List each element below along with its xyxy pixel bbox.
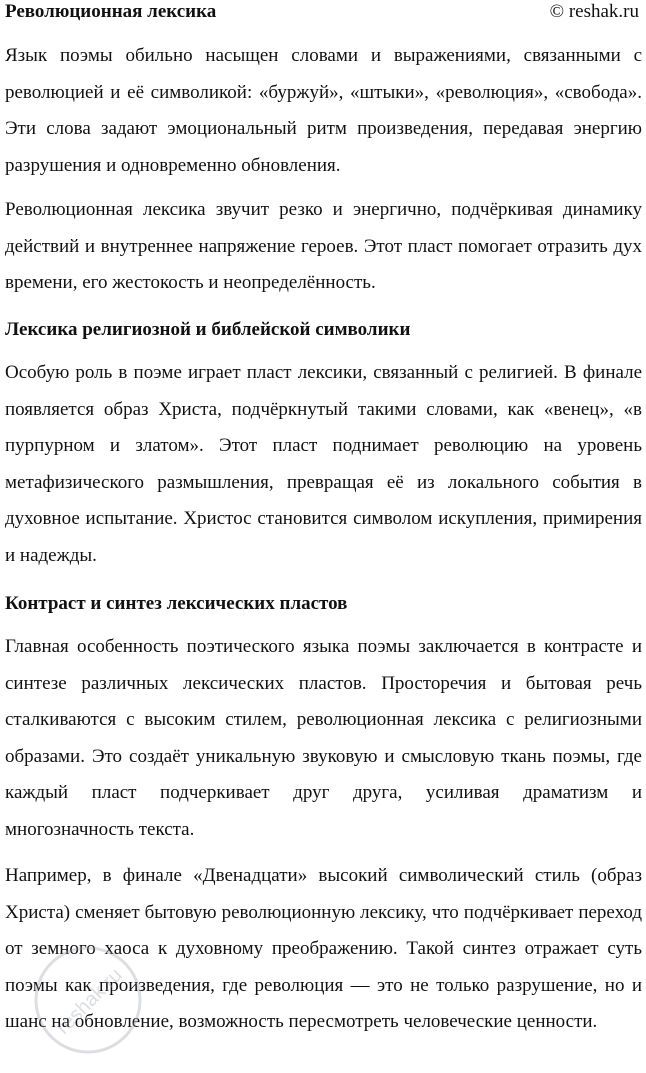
section-heading-contrast: Контраст и синтез лексических пластов <box>5 593 348 614</box>
svg-text:reshak.ru: reshak.ru <box>52 964 127 1039</box>
paragraph-2: Революционная лексика звучит резко и энергично, подчёркивая динамику действий и внутреннее напряжение героев. Этот пласт помогает отразить дух времени, его жестокость и неопределённость. <box>5 199 642 293</box>
page-header <box>5 0 641 26</box>
section-heading-religious: Лексика религиозной и библейской символики <box>5 319 411 340</box>
paragraph-3: Особую роль в поэме играет пласт лексики, связанный с религией. В финале появляется образ Христа, подчёркнутый такими словами, как «венец», «в пурпурном и златом». Этот пласт поднимает революцию на уровень метафизического размышления, превращая её из локального события в духовное испытание. Христос становится символом искупления, примирения и надежды. <box>5 362 642 566</box>
site-credit: © reshak.ru <box>549 1 639 22</box>
paragraph-4: Главная особенность поэтического языка поэмы заключается в контрасте и синтезе различных лексических пластов. Просторечия и бытовая речь сталкиваются с высоким стилем, революционная лексика с религиозными образами. Это создаёт уникальную звуковую и смысловую ткань поэмы, где каждый пласт подчеркивает друг друга, усиливая драматизм и многозначность текста. <box>5 636 642 840</box>
paragraph-1: Язык поэмы обильно насыщен словами и выражениями, связанными с революцией и её символикой: «буржуй», «штыки», «революция», «свобода». Эти слова задают эмоциональный ритм произведения, передавая энергию разрушения и одновременно обновления. <box>5 45 642 176</box>
paragraph-5: Например, в финале «Двенадцати» высокий символический стиль (образ Христа) сменяет бытовую революционную лексику, что подчёркивает переход от земного хаоса к духовному преображению. Такой синтез отражает суть поэмы как произведения, где революция — это не только разрушение, но и шанс на обновление, возможность пересмотреть человеческие ценности. <box>5 865 642 1032</box>
page-title: Революционная лексика <box>5 1 217 22</box>
